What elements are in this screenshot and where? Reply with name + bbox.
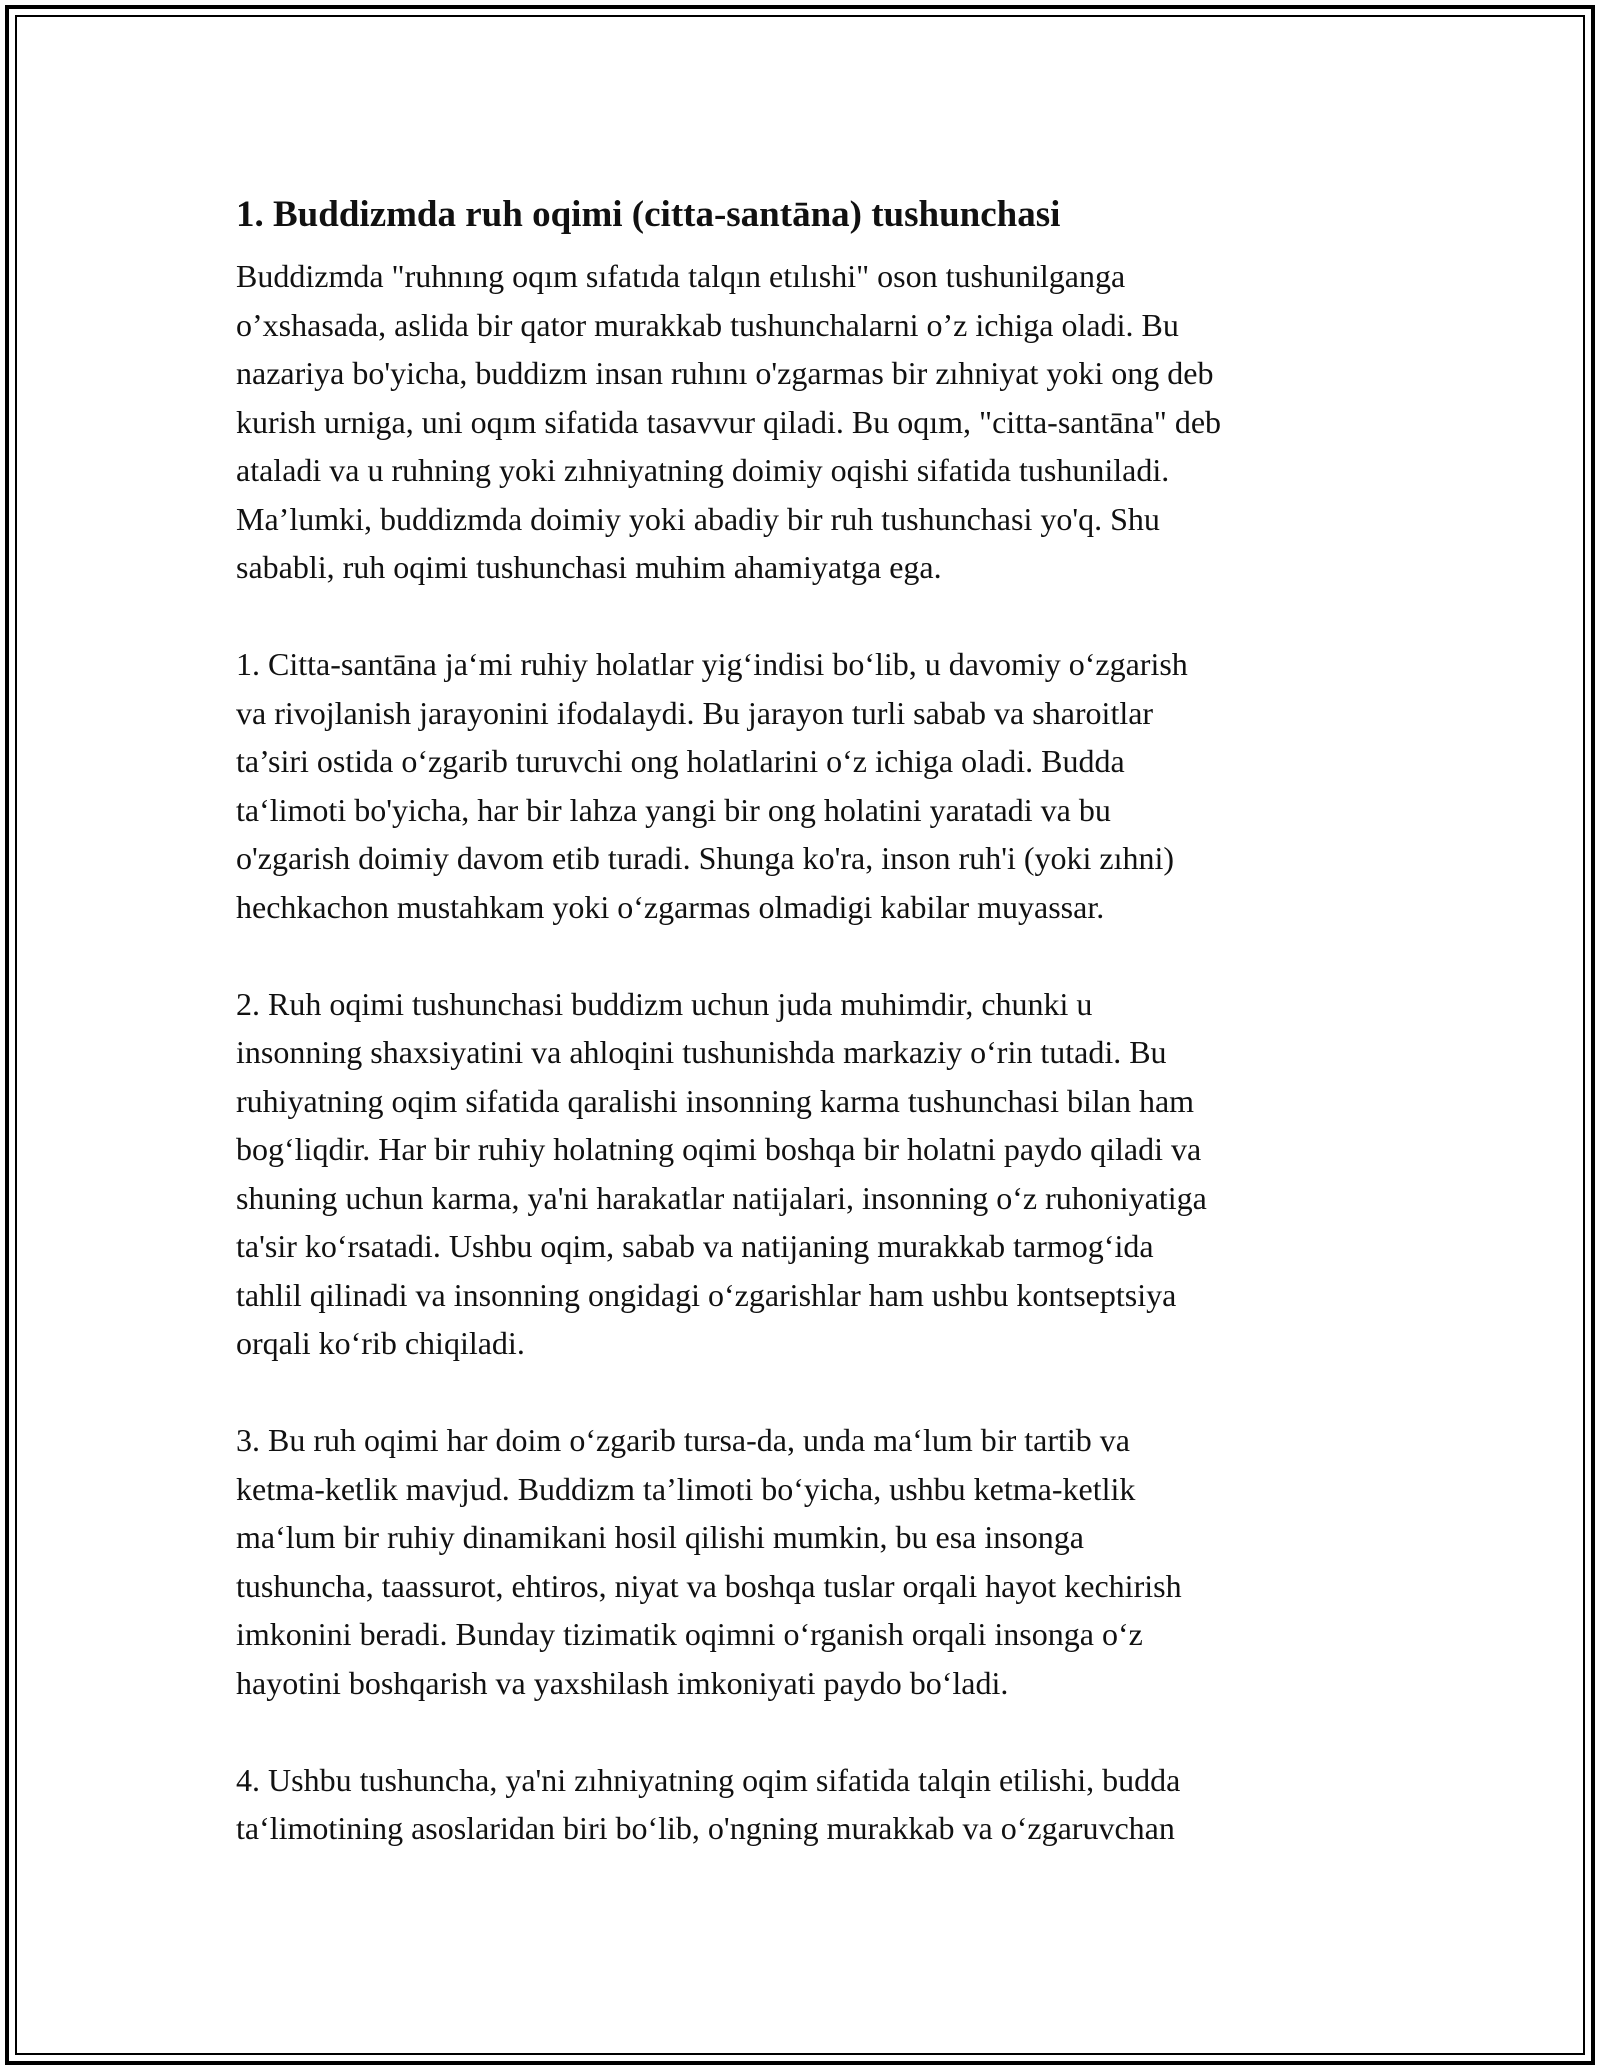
text-line: insonning shaxsiyatini va ahloqini tushunishda markaziy o‘rin tutadi. Bu xyxy=(236,1034,1167,1070)
section-heading: 1. Buddizmda ruh oqimi (citta-santāna) tushunchasi xyxy=(236,194,1061,235)
text-line: ma‘lum bir ruhiy dinamikani hosil qilishi mumkin, bu esa insonga xyxy=(236,1519,1084,1555)
text-line: ataladi va u ruhning yoki zıhniyatning doimiy oqishi sifatida tushuniladi. xyxy=(236,452,1170,488)
text-line: o'zgarish doimiy davom etib turadi. Shunga ko'ra, inson ruh'i (yoki zıhni) xyxy=(236,840,1175,876)
intro-paragraph xyxy=(236,252,1386,592)
text-line: ta‘limoti bo'yicha, har bir lahza yangi bir ong holatini yaratadi va bu xyxy=(236,791,1111,828)
text-line: orqali ko‘rib chiqiladi. xyxy=(236,1325,525,1361)
text-line: 3. Bu ruh oqimi har doim o‘zgarib tursa-da, unda ma‘lum bir tartib va xyxy=(236,1422,1130,1458)
point-1-paragraph xyxy=(236,640,1386,931)
text-line: imkonini beradi. Bunday tizimatik oqimni o‘rganish orqali insonga o‘z xyxy=(236,1616,1143,1652)
text-line: nazariya bo'yicha, buddizm insan ruhını o'zgarmas bir zıhniyat yoki ong deb xyxy=(236,355,1214,391)
text-line: kurish urniga, uni oqım sifatida tasavvur qiladi. Bu oqım, "citta-santāna" deb xyxy=(236,403,1222,440)
text-line: bog‘liqdir. Har bir ruhiy holatning oqimi boshqa bir holatni paydo qiladi va xyxy=(236,1131,1202,1167)
text-line: tahlil qilinadi va insonning ongidagi o‘zgarishlar ham ushbu kontseptsiya xyxy=(236,1276,1177,1313)
text-line: hechkachon mustahkam yoki o‘zgarmas olmadigi kabilar muyassar. xyxy=(236,888,1105,925)
text-line: 2. Ruh oqimi tushunchasi buddizm uchun juda muhimdir, chunki u xyxy=(236,985,1093,1022)
point-3-paragraph xyxy=(236,1416,1386,1707)
text-line: ta’siri ostida o‘zgarib turuvchi ong holatlarini o‘z ichiga oladi. Budda xyxy=(236,743,1125,779)
text-line: hayotini boshqarish va yaxshilash imkoniyati paydo bo‘ladi. xyxy=(236,1664,1009,1701)
text-line: ruhiyatning oqim sifatida qaralishi insonning karma tushunchasi bilan ham xyxy=(236,1082,1195,1119)
text-line: tushuncha, taassurot, ehtiros, niyat va boshqa tuslar orqali hayot kechirish xyxy=(236,1567,1182,1604)
point-2-paragraph xyxy=(236,980,1386,1368)
text-line: Buddizmda "ruhnıng oqım sıfatıda talqın etılıshi" oson tushunilganga xyxy=(236,258,1126,294)
text-line: sababli, ruh oqimi tushunchasi muhim ahamiyatga ega. xyxy=(236,549,942,585)
text-line: ta‘limotining asoslaridan biri bo‘lib, o'ngning murakkab va o‘zgaruvchan xyxy=(236,1810,1175,1846)
text-line: o’xshasada, aslida bir qator murakkab tushunchalarni o’z ichiga oladi. Bu xyxy=(236,306,1179,343)
text-line: Ma’lumki, buddizmda doimiy yoki abadiy bir ruh tushunchasi yo'q. Shu xyxy=(236,500,1160,537)
text-line: shuning uchun karma, ya'ni harakatlar natijalari, insonning o‘z ruhoniyatiga xyxy=(236,1179,1207,1216)
text-line: 1. Citta-santāna ja‘mi ruhiy holatlar yig‘indisi bo‘lib, u davomiy o‘zgarish xyxy=(236,646,1188,682)
text-line: 4. Ushbu tushuncha, ya'ni zıhniyatning oqim sifatida talqin etilishi, budda xyxy=(236,1761,1181,1798)
point-4-paragraph xyxy=(236,1756,1386,1853)
text-line: ketma-ketlik mavjud. Buddizm ta’limoti bo‘yicha, ushbu ketma-ketlik xyxy=(236,1470,1136,1507)
document-body xyxy=(236,186,1386,1901)
text-line: va rivojlanish jarayonini ifodalaydi. Bu jarayon turli sabab va sharoitlar xyxy=(236,694,1154,731)
text-line: ta'sir ko‘rsatadi. Ushbu oqim, sabab va natijaning murakkab tarmog‘ida xyxy=(236,1228,1154,1264)
